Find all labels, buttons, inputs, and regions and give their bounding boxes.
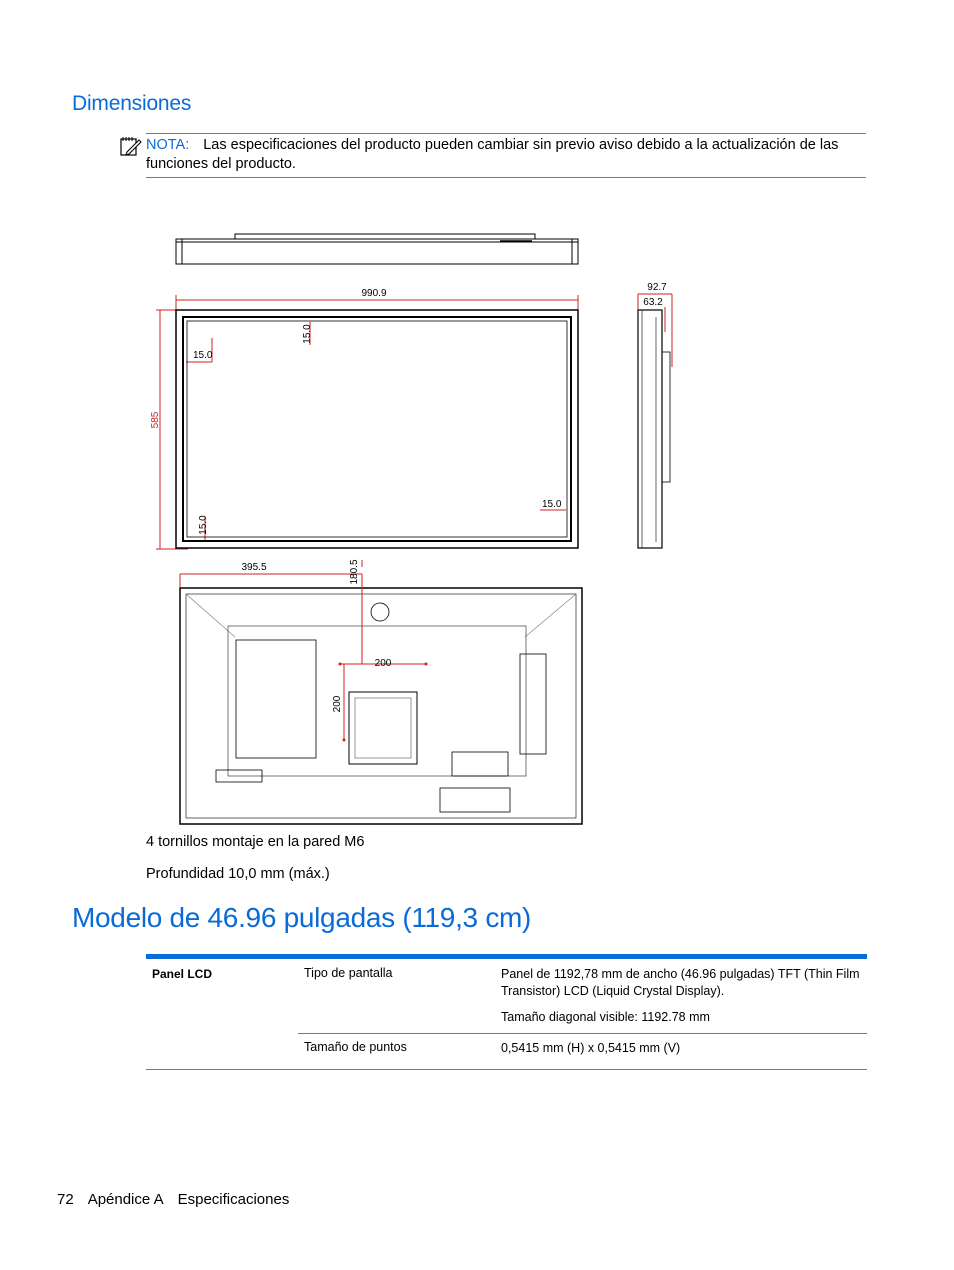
section-heading: Dimensiones <box>72 92 192 115</box>
panel-category: Panel LCD <box>146 959 298 1070</box>
bezel-left-label: 15.0 <box>193 350 213 361</box>
depth-text: Profundidad 10,0 mm (máx.) <box>146 866 330 882</box>
depth-total-label: 92.7 <box>647 282 667 293</box>
note-text: Las especificaciones del producto pueden cambiar sin previo aviso debido a la actualización de las funciones del producto. <box>146 137 839 172</box>
mount-x-label: 395.5 <box>241 562 267 573</box>
note-box <box>146 133 866 178</box>
spec-label: Tipo de pantalla <box>304 966 393 980</box>
vesa-height-label: 200 <box>332 695 343 713</box>
top-view <box>176 234 578 264</box>
bezel-top-label: 15.0 <box>302 324 313 344</box>
spec-value: Panel de 1192,78 mm de ancho (46.96 pulgadas) TFT (Thin Film Transistor) LCD (Liquid Crystal Display). <box>501 967 860 998</box>
spec-value: Tamaño diagonal visible: 1192.78 mm <box>495 1000 867 1034</box>
note-icon <box>119 135 143 157</box>
page-number: 72 <box>57 1191 74 1208</box>
dimension-drawing <box>140 222 700 828</box>
spec-table <box>146 954 867 1070</box>
bezel-bottom-label: 15.0 <box>198 515 209 535</box>
side-view <box>638 294 672 548</box>
height-label: 585 <box>150 411 161 429</box>
model-heading: Modelo de 46.96 pulgadas (119,3 cm) <box>72 902 532 933</box>
note-label: NOTA: <box>146 137 190 153</box>
table-row <box>146 959 867 1000</box>
rear-view <box>180 560 582 824</box>
vesa-width-label: 200 <box>374 658 392 669</box>
mount-screws-text: 4 tornillos montaje en la pared M6 <box>146 834 365 850</box>
front-dimensions <box>156 295 578 549</box>
mount-y-label: 180.5 <box>349 559 360 585</box>
bezel-right-label: 15.0 <box>542 499 562 510</box>
spec-label: Tamaño de puntos <box>298 1034 495 1070</box>
page-footer <box>57 1191 303 1208</box>
footer-title: Especificaciones <box>177 1191 290 1208</box>
spec-value: 0,5415 mm (H) x 0,5415 mm (V) <box>495 1034 867 1070</box>
width-label: 990.9 <box>361 288 387 299</box>
footer-appendix: Apéndice A <box>87 1191 164 1208</box>
depth-body-label: 63.2 <box>643 297 663 308</box>
front-view <box>176 310 578 548</box>
